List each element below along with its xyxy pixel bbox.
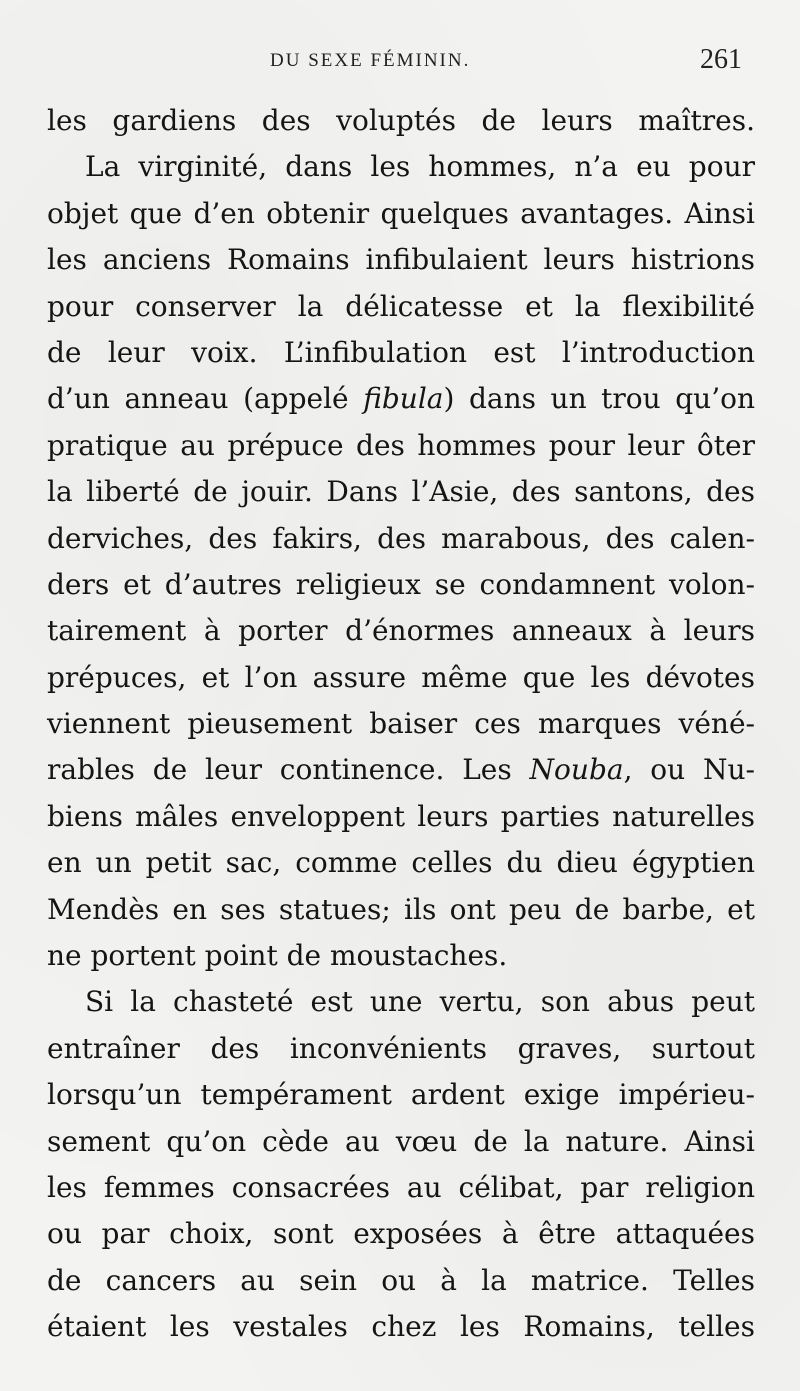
- text-line: entraîner des inconvénients graves, surtout: [47, 1031, 755, 1065]
- text-line: sement qu’on cède au vœu de la nature. Ainsi: [47, 1124, 755, 1158]
- text-line: pour conserver la délicatesse et la flexibilité: [47, 289, 755, 323]
- text-line: pratique au prépuce des hommes pour leur ôter: [47, 428, 755, 462]
- text-line: ou par choix, sont exposées à être attaquées: [47, 1217, 755, 1251]
- text-line: viennent pieusement baiser ces marques véné-: [47, 707, 755, 741]
- text-line: Si la chasteté est une vertu, son abus peut: [85, 985, 755, 1019]
- text-line: La virginité, dans les hommes, n’a eu pour: [85, 150, 755, 184]
- text-line: ders et d’autres religieux se condamnent volon-: [47, 567, 755, 601]
- text-line: tairement à porter d’énormes anneaux à leurs: [47, 614, 755, 648]
- italic-term: fibula: [363, 382, 444, 416]
- text-line: les femmes consacrées au célibat, par religion: [47, 1170, 755, 1204]
- text-line: objet que d’en obtenir quelques avantages. Ainsi: [47, 196, 755, 230]
- text-line-part: , ou Nu-: [623, 753, 755, 787]
- text-line: lorsqu’un tempérament ardent exige impérieu-: [47, 1078, 755, 1112]
- text-line: les gardiens des voluptés de leurs maîtres.: [47, 104, 755, 137]
- text-line: ne portent point de moustaches.: [47, 939, 508, 973]
- text-line: la liberté de jouir. Dans l’Asie, des santons, des: [47, 475, 755, 509]
- text-line: biens mâles enveloppent leurs parties naturelles: [47, 799, 755, 833]
- text-line: en un petit sac, comme celles du dieu égyptien: [47, 846, 755, 880]
- text-line: [47, 376, 755, 422]
- text-line: de leur voix. L’infibulation est l’introduction: [47, 335, 755, 369]
- text-line: prépuces, et l’on assure même que les dévotes: [47, 660, 755, 694]
- text-line: étaient les vestales chez les Romains, telles: [47, 1310, 755, 1344]
- text-line: de cancers au sein ou à la matrice. Telles: [47, 1263, 755, 1297]
- running-title: DU SEXE FÉMININ.: [270, 50, 471, 71]
- page-number: 261: [700, 44, 742, 75]
- text-line-part: d’un anneau (appelé: [47, 382, 364, 416]
- text-line: derviches, des fakirs, des marabous, des calen-: [47, 521, 755, 555]
- italic-term: Nouba: [529, 753, 624, 787]
- body-text: [47, 98, 755, 1351]
- text-line: [47, 747, 755, 793]
- text-line-part: ) dans un trou qu’on: [443, 382, 755, 416]
- text-line-part: rables de leur continence. Les: [47, 753, 530, 787]
- text-line: Mendès en ses statues; ils ont peu de barbe, et: [47, 892, 755, 926]
- text-line: les anciens Romains infibulaient leurs histrions: [47, 243, 755, 277]
